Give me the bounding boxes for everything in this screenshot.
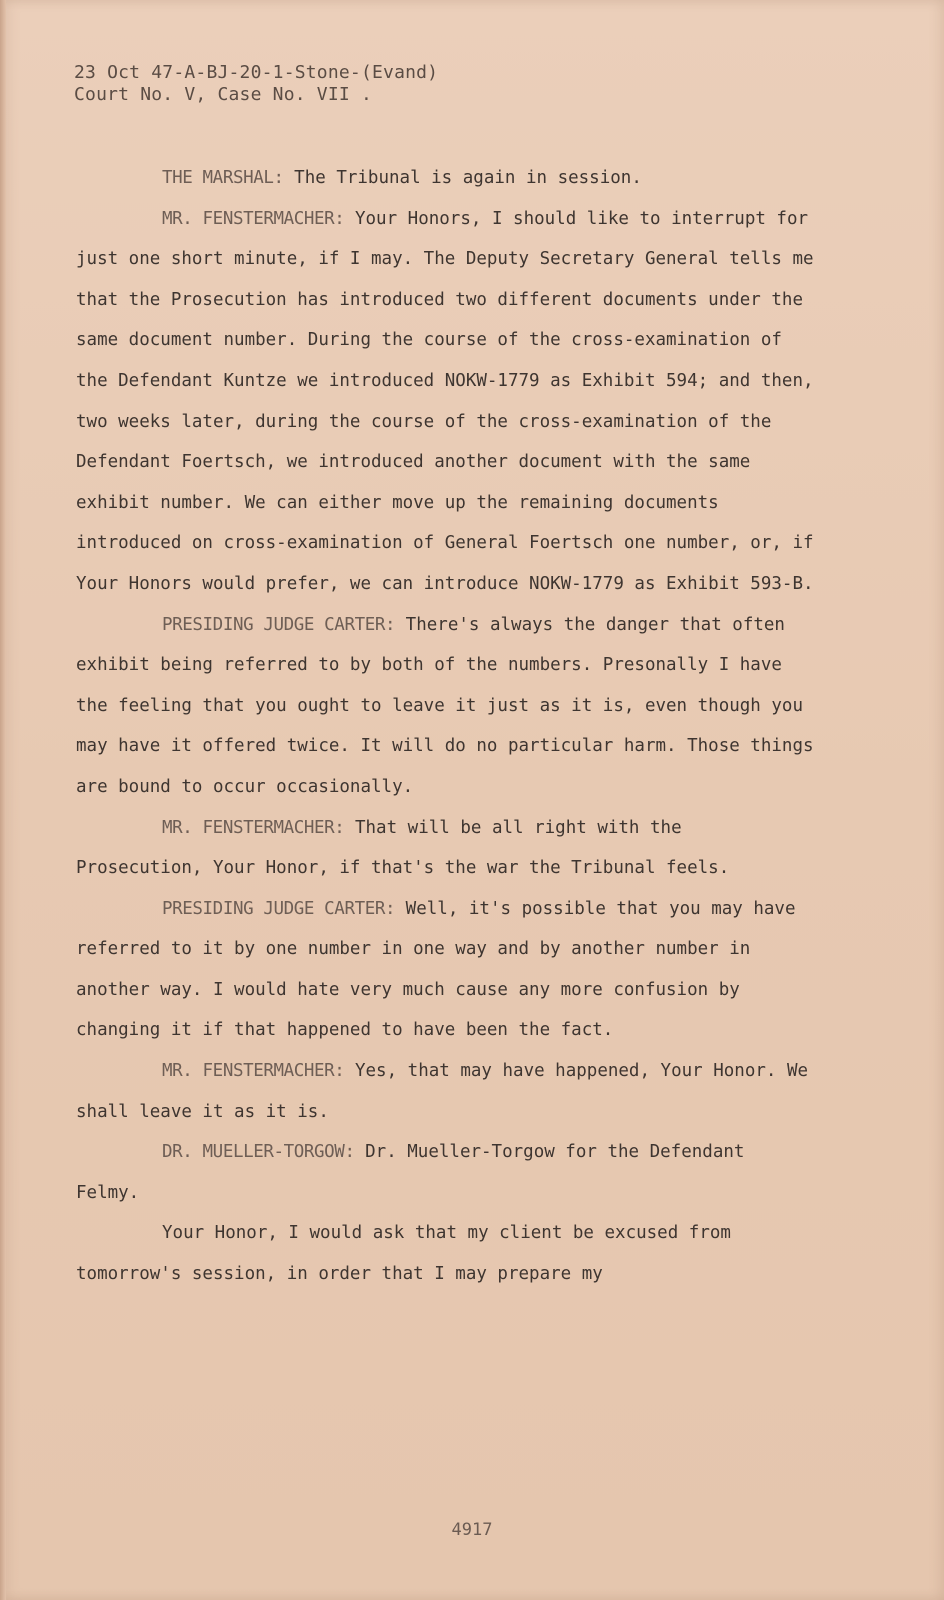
header-court-line: Court No. V, Case No. VII . <box>74 84 372 105</box>
paragraph-text: Your Honor, I would ask that my client be excused from tomorrow's session, in order that I may prepare my <box>76 1223 731 1285</box>
transcript-paragraph <box>76 1132 816 1213</box>
transcript-paragraph <box>76 199 816 605</box>
header-reference-line: 23 Oct 47-A-BJ-20-1-Stone-(Evand) <box>74 62 439 83</box>
paragraph-text: Your Honors, I should like to interrupt for just one short minute, if I may. The Deputy Secretary General tells me that the Prosecution has introduced two different documents under the same document number. During the course of the cross-examination of the Defendant Kuntze we introduced NOKW-1779 as Exhibit 594; and then, two weeks later, during the course of the cross-examination of the Defendant Foertsch, we introduced another document with the same exhibit number. We can either move up the remaining documents introduced on cross-examination of General Foertsch one number, or, if Your Honors would prefer, we can introduce NOKW-1779 as Exhibit 593-B. <box>76 208 814 594</box>
speaker-label: PRESIDING JUDGE CARTER: <box>162 614 396 635</box>
transcript-paragraph <box>76 1051 816 1132</box>
transcript-paragraph <box>76 605 816 808</box>
transcript-paragraph <box>76 889 816 1051</box>
document-header <box>74 62 438 106</box>
speaker-label: MR. FENSTERMACHER: <box>162 208 345 229</box>
paragraph-text: Yes, that may have happened, Your Honor. We shall leave it as it is. <box>76 1061 809 1122</box>
transcript-body <box>76 158 816 1295</box>
page-number: 4917 <box>451 1520 493 1540</box>
transcript-paragraph <box>76 808 816 889</box>
transcript-paragraph <box>76 1213 816 1294</box>
page-edge <box>0 0 6 1600</box>
paragraph-text: That will be all right with the Prosecution, Your Honor, if that's the war the Tribunal feels. <box>76 817 730 879</box>
speaker-label: THE MARSHAL: <box>162 168 284 188</box>
speaker-label: DR. MUELLER-TORGOW: <box>162 1142 355 1163</box>
speaker-label: PRESIDING JUDGE CARTER: <box>162 898 396 919</box>
paragraph-text: There's always the danger that often exhibit being referred to by both of the numbers. Presonally I have the feeling that you ought to leave it just as it is, even though you may have it offered twice. It will do no particular harm. Those things are bound to occur occasionally. <box>76 614 814 797</box>
paragraph-text: The Tribunal is again in session. <box>283 168 642 188</box>
paragraph-text: Dr. Mueller-Torgow for the Defendant Felmy. <box>76 1142 745 1203</box>
transcript-paragraph <box>76 158 816 199</box>
paragraph-text: Well, it's possible that you may have referred to it by one number in one way and by another number in another way. I would hate very much cause any more confusion by changing it if that happened to have been the fact. <box>76 898 796 1041</box>
speaker-label: MR. FENSTERMACHER: <box>162 1061 345 1082</box>
speaker-label: MR. FENSTERMACHER: <box>162 817 345 838</box>
